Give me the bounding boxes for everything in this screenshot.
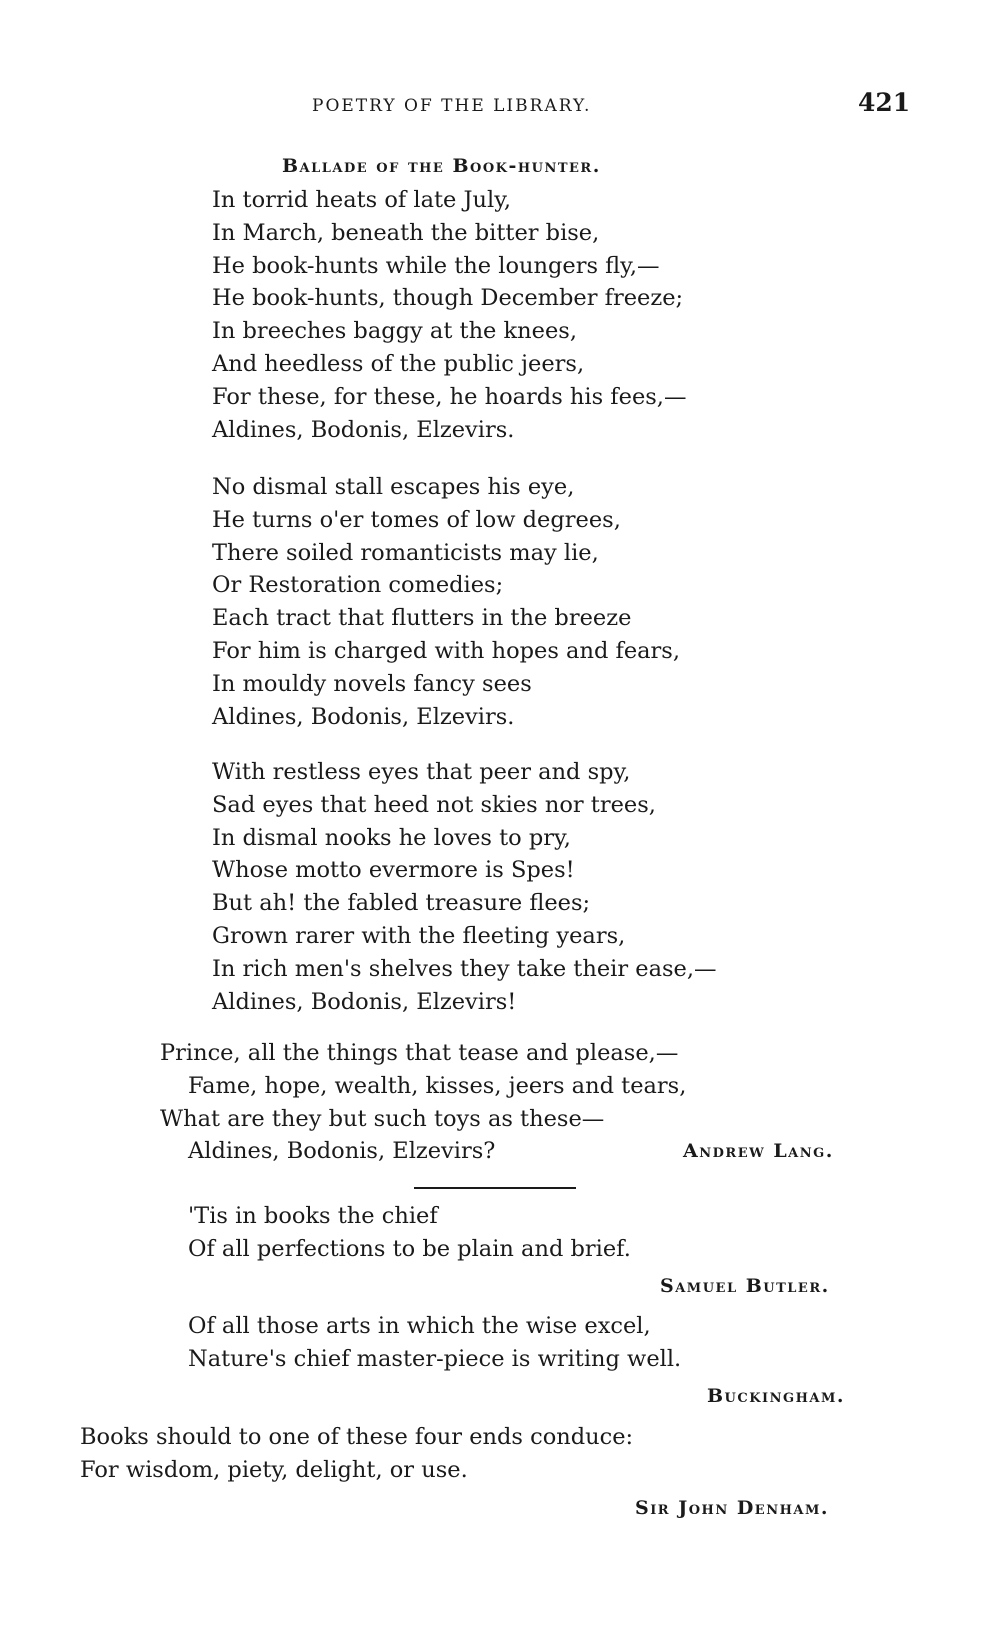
- quote-block: [188, 1310, 681, 1376]
- poem-line: In breeches baggy at the knees,: [212, 318, 577, 345]
- poem-line: Aldines, Bodonis, Elzevirs.: [212, 416, 515, 443]
- poem-line: He book-hunts, though December freeze;: [212, 285, 684, 312]
- author-attribution: Andrew Lang.: [683, 1140, 834, 1162]
- author-attribution: Buckingham.: [707, 1385, 845, 1407]
- poem-line: Prince, all the things that tease and please,—: [160, 1040, 679, 1066]
- poem-line: He turns o'er tomes of low degrees,: [212, 506, 621, 533]
- quote-line: Of all those arts in which the wise excel,: [188, 1313, 651, 1339]
- section-divider: [414, 1187, 576, 1189]
- poem-line: No dismal stall escapes his eye,: [212, 474, 575, 500]
- poem-line: For him is charged with hopes and fears,: [212, 637, 681, 664]
- quote-line: Of all perfections to be plain and brief.: [188, 1235, 631, 1262]
- poem-line: Fame, hope, wealth, kisses, jeers and tears,: [188, 1072, 687, 1099]
- poem-line: Whose motto evermore is Spes!: [212, 857, 575, 884]
- author-attribution: Samuel Butler.: [660, 1275, 830, 1297]
- quote-block: [188, 1200, 631, 1266]
- envoi: [160, 1037, 686, 1168]
- quote-line: 'Tis in books the chief: [188, 1203, 438, 1229]
- poem-line: Aldines, Bodonis, Elzevirs?: [188, 1138, 496, 1165]
- poem-line: In torrid heats of late July,: [212, 187, 512, 213]
- poem-line: But ah! the fabled treasure flees;: [212, 890, 591, 917]
- poem-line: He book-hunts while the loungers fly,—: [212, 252, 660, 279]
- poem-line: Aldines, Bodonis, Elzevirs.: [212, 703, 515, 730]
- poem-line: In mouldy novels fancy sees: [212, 670, 532, 697]
- poem-line: And heedless of the public jeers,: [212, 350, 585, 377]
- poem-line: Grown rarer with the fleeting years,: [212, 922, 626, 949]
- author-attribution: Sir John Denham.: [635, 1497, 829, 1519]
- running-title: POETRY OF THE LIBRARY.: [312, 96, 592, 116]
- quote-block: [80, 1421, 633, 1487]
- poem-line: Sad eyes that heed not skies nor trees,: [212, 791, 656, 818]
- poem-line: For these, for these, he hoards his fees,—: [212, 383, 687, 410]
- poem-line: There soiled romanticists may lie,: [212, 539, 599, 566]
- poem-line: With restless eyes that peer and spy,: [212, 759, 631, 785]
- poem-line: In March, beneath the bitter bise,: [212, 219, 600, 246]
- poem-title: Ballade of the Book-hunter.: [282, 155, 601, 177]
- quote-line: For wisdom, piety, delight, or use.: [80, 1456, 468, 1483]
- poem-line: Aldines, Bodonis, Elzevirs!: [212, 988, 517, 1015]
- stanza-2: [212, 471, 680, 733]
- page-number: 421: [858, 88, 911, 117]
- poem-line: Or Restoration comedies;: [212, 572, 504, 599]
- stanza-1: [212, 184, 686, 446]
- poem-line: In dismal nooks he loves to pry,: [212, 824, 571, 851]
- stanza-3: [212, 756, 717, 1018]
- poem-line: In rich men's shelves they take their ease,—: [212, 955, 717, 982]
- poem-line: Each tract that flutters in the breeze: [212, 605, 632, 632]
- quote-line: Books should to one of these four ends conduce:: [80, 1424, 634, 1450]
- quote-line: Nature's chief master-piece is writing well.: [188, 1345, 682, 1372]
- poem-line: What are they but such toys as these—: [160, 1105, 605, 1132]
